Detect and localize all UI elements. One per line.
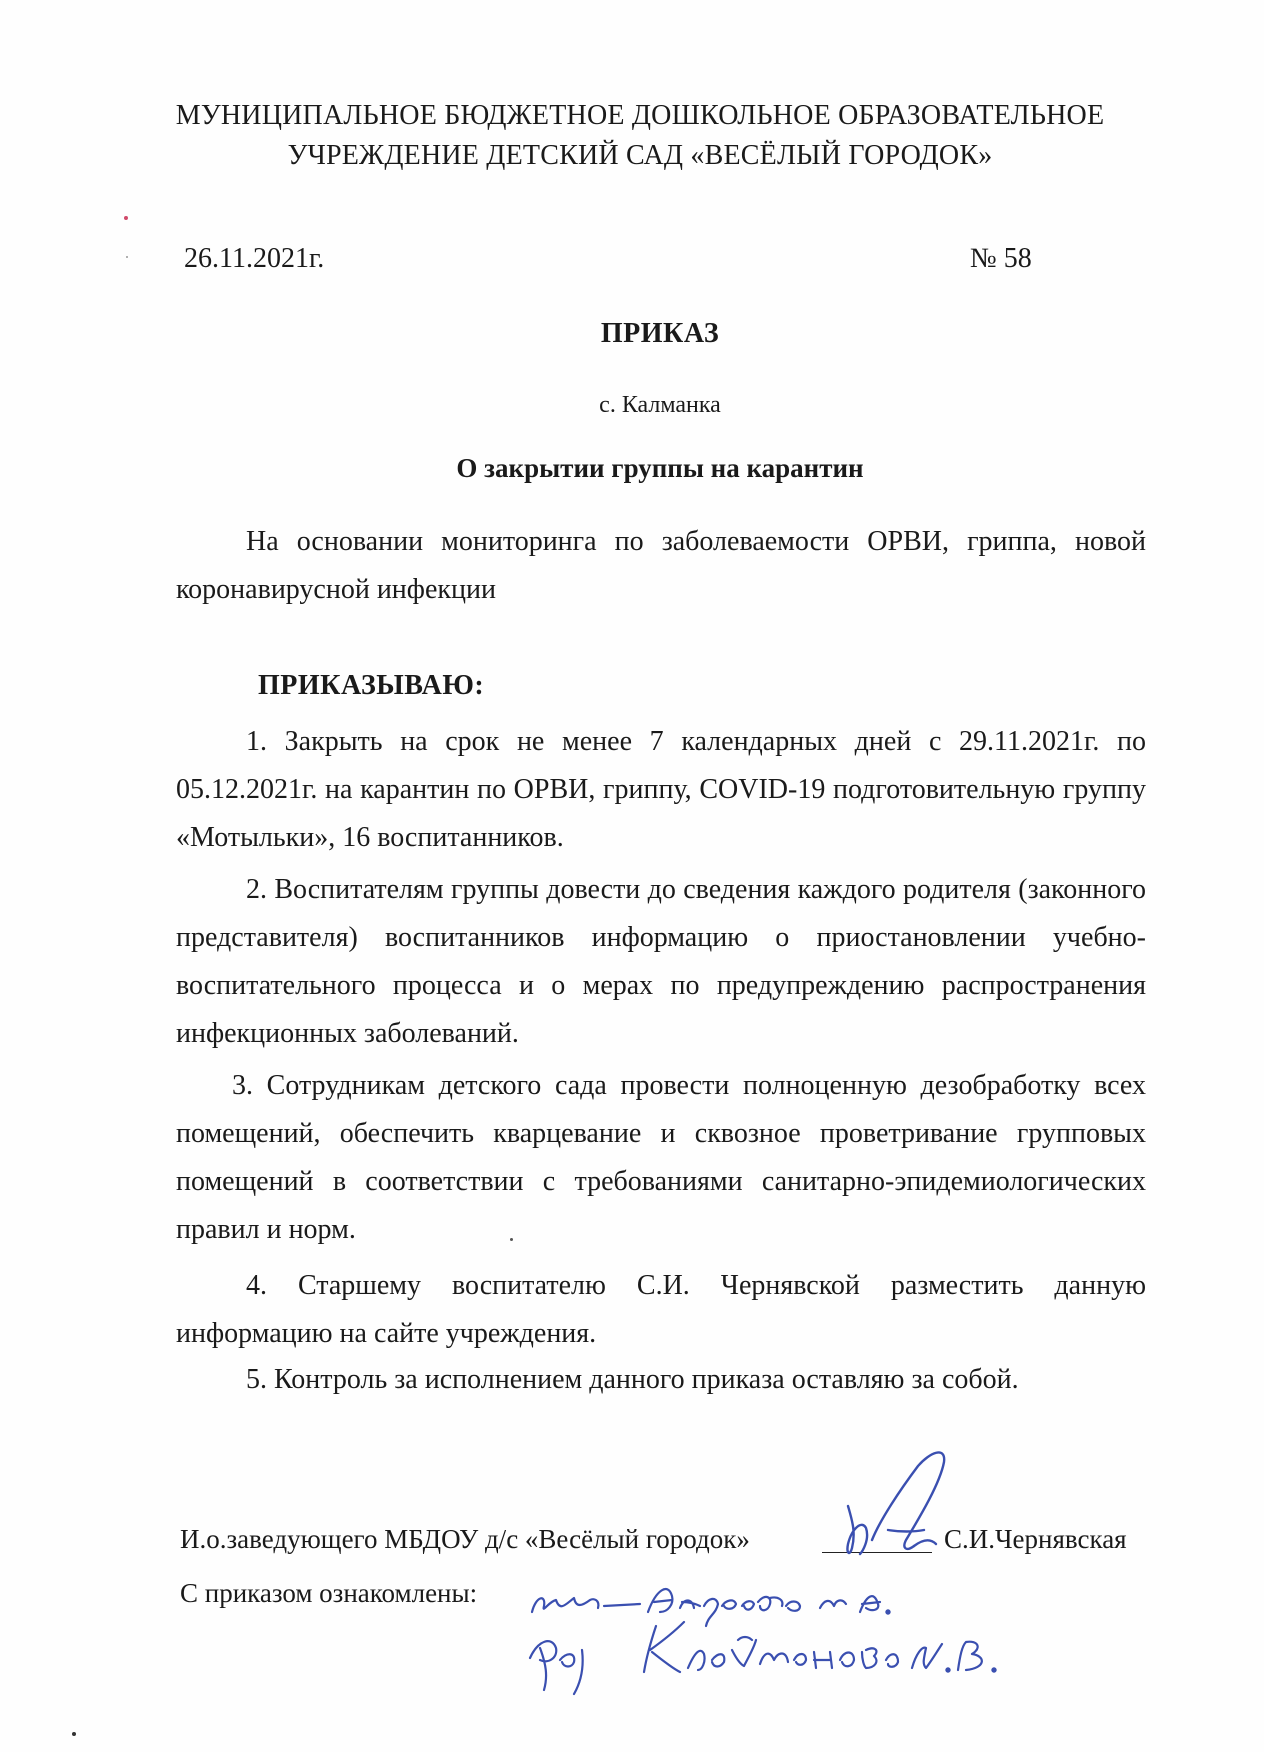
order-item-2: 2. Воспитателям группы довести до сведения каждого родителя (законного представителя) воспитанников информацию о приостановлении учебно-воспитательного процесса и о мерах по предупреждению распространения инфекционных заболеваний.: [176, 874, 1146, 1049]
scan-speck: [126, 256, 128, 258]
order-item-4: 4. Старшему воспитателю С.И. Чернявской разместить данную информацию на сайте учреждения.: [176, 1270, 1146, 1349]
order-preamble: На основании мониторинга по заболеваемости ОРВИ, гриппа, новой коронавирусной инфекции: [176, 526, 1146, 605]
order-number: № 58: [970, 243, 1032, 274]
familiarized-signatures: [530, 1589, 996, 1694]
director-signature: [847, 1452, 944, 1554]
organization-header-line-1: МУНИЦИПАЛЬНОЕ БЮДЖЕТНОЕ ДОШКОЛЬНОЕ ОБРАЗОВАТЕЛЬНОЕ: [175, 100, 1105, 131]
order-date: 26.11.2021г.: [184, 243, 325, 274]
order-item-5: 5. Контроль за исполнением данного приказа оставляю за собой.: [246, 1364, 1019, 1395]
organization-header-line-2: УЧРЕЖДЕНИЕ ДЕТСКИЙ САД «ВЕСЁЛЫЙ ГОРОДОК»: [287, 140, 993, 171]
signatory-position: И.о.заведующего МБДОУ д/с «Весёлый городок»: [180, 1524, 750, 1554]
familiarized-label: С приказом ознакомлены:: [180, 1578, 478, 1608]
document-place: с. Калманка: [599, 392, 721, 418]
signatory-name: С.И.Чернявская: [944, 1524, 1127, 1554]
scan-speck: [72, 1732, 76, 1736]
document-title: ПРИКАЗ: [600, 318, 720, 349]
organization-header: [140, 96, 1140, 176]
order-subject: О закрытии группы на карантин: [456, 453, 864, 483]
signature-line: [822, 1552, 932, 1553]
order-directive-heading: ПРИКАЗЫВАЮ:: [258, 670, 485, 701]
scan-speck: [124, 216, 128, 220]
scan-speck: [510, 1238, 513, 1241]
order-item-3: 3. Сотрудникам детского сада провести полноценную дезобработку всех помещений, обеспечить кварцевание и сквозное проветривание групповых помещений в соответствии с требованиями санитарно-эпидемиологических правил и норм.: [176, 1070, 1146, 1245]
order-item-1: 1. Закрыть на срок не менее 7 календарных дней с 29.11.2021г. по 05.12.2021г. на карантин по ОРВИ, гриппу, COVID-19 подготовительную группу «Мотыльки», 16 воспитанников.: [176, 726, 1146, 853]
